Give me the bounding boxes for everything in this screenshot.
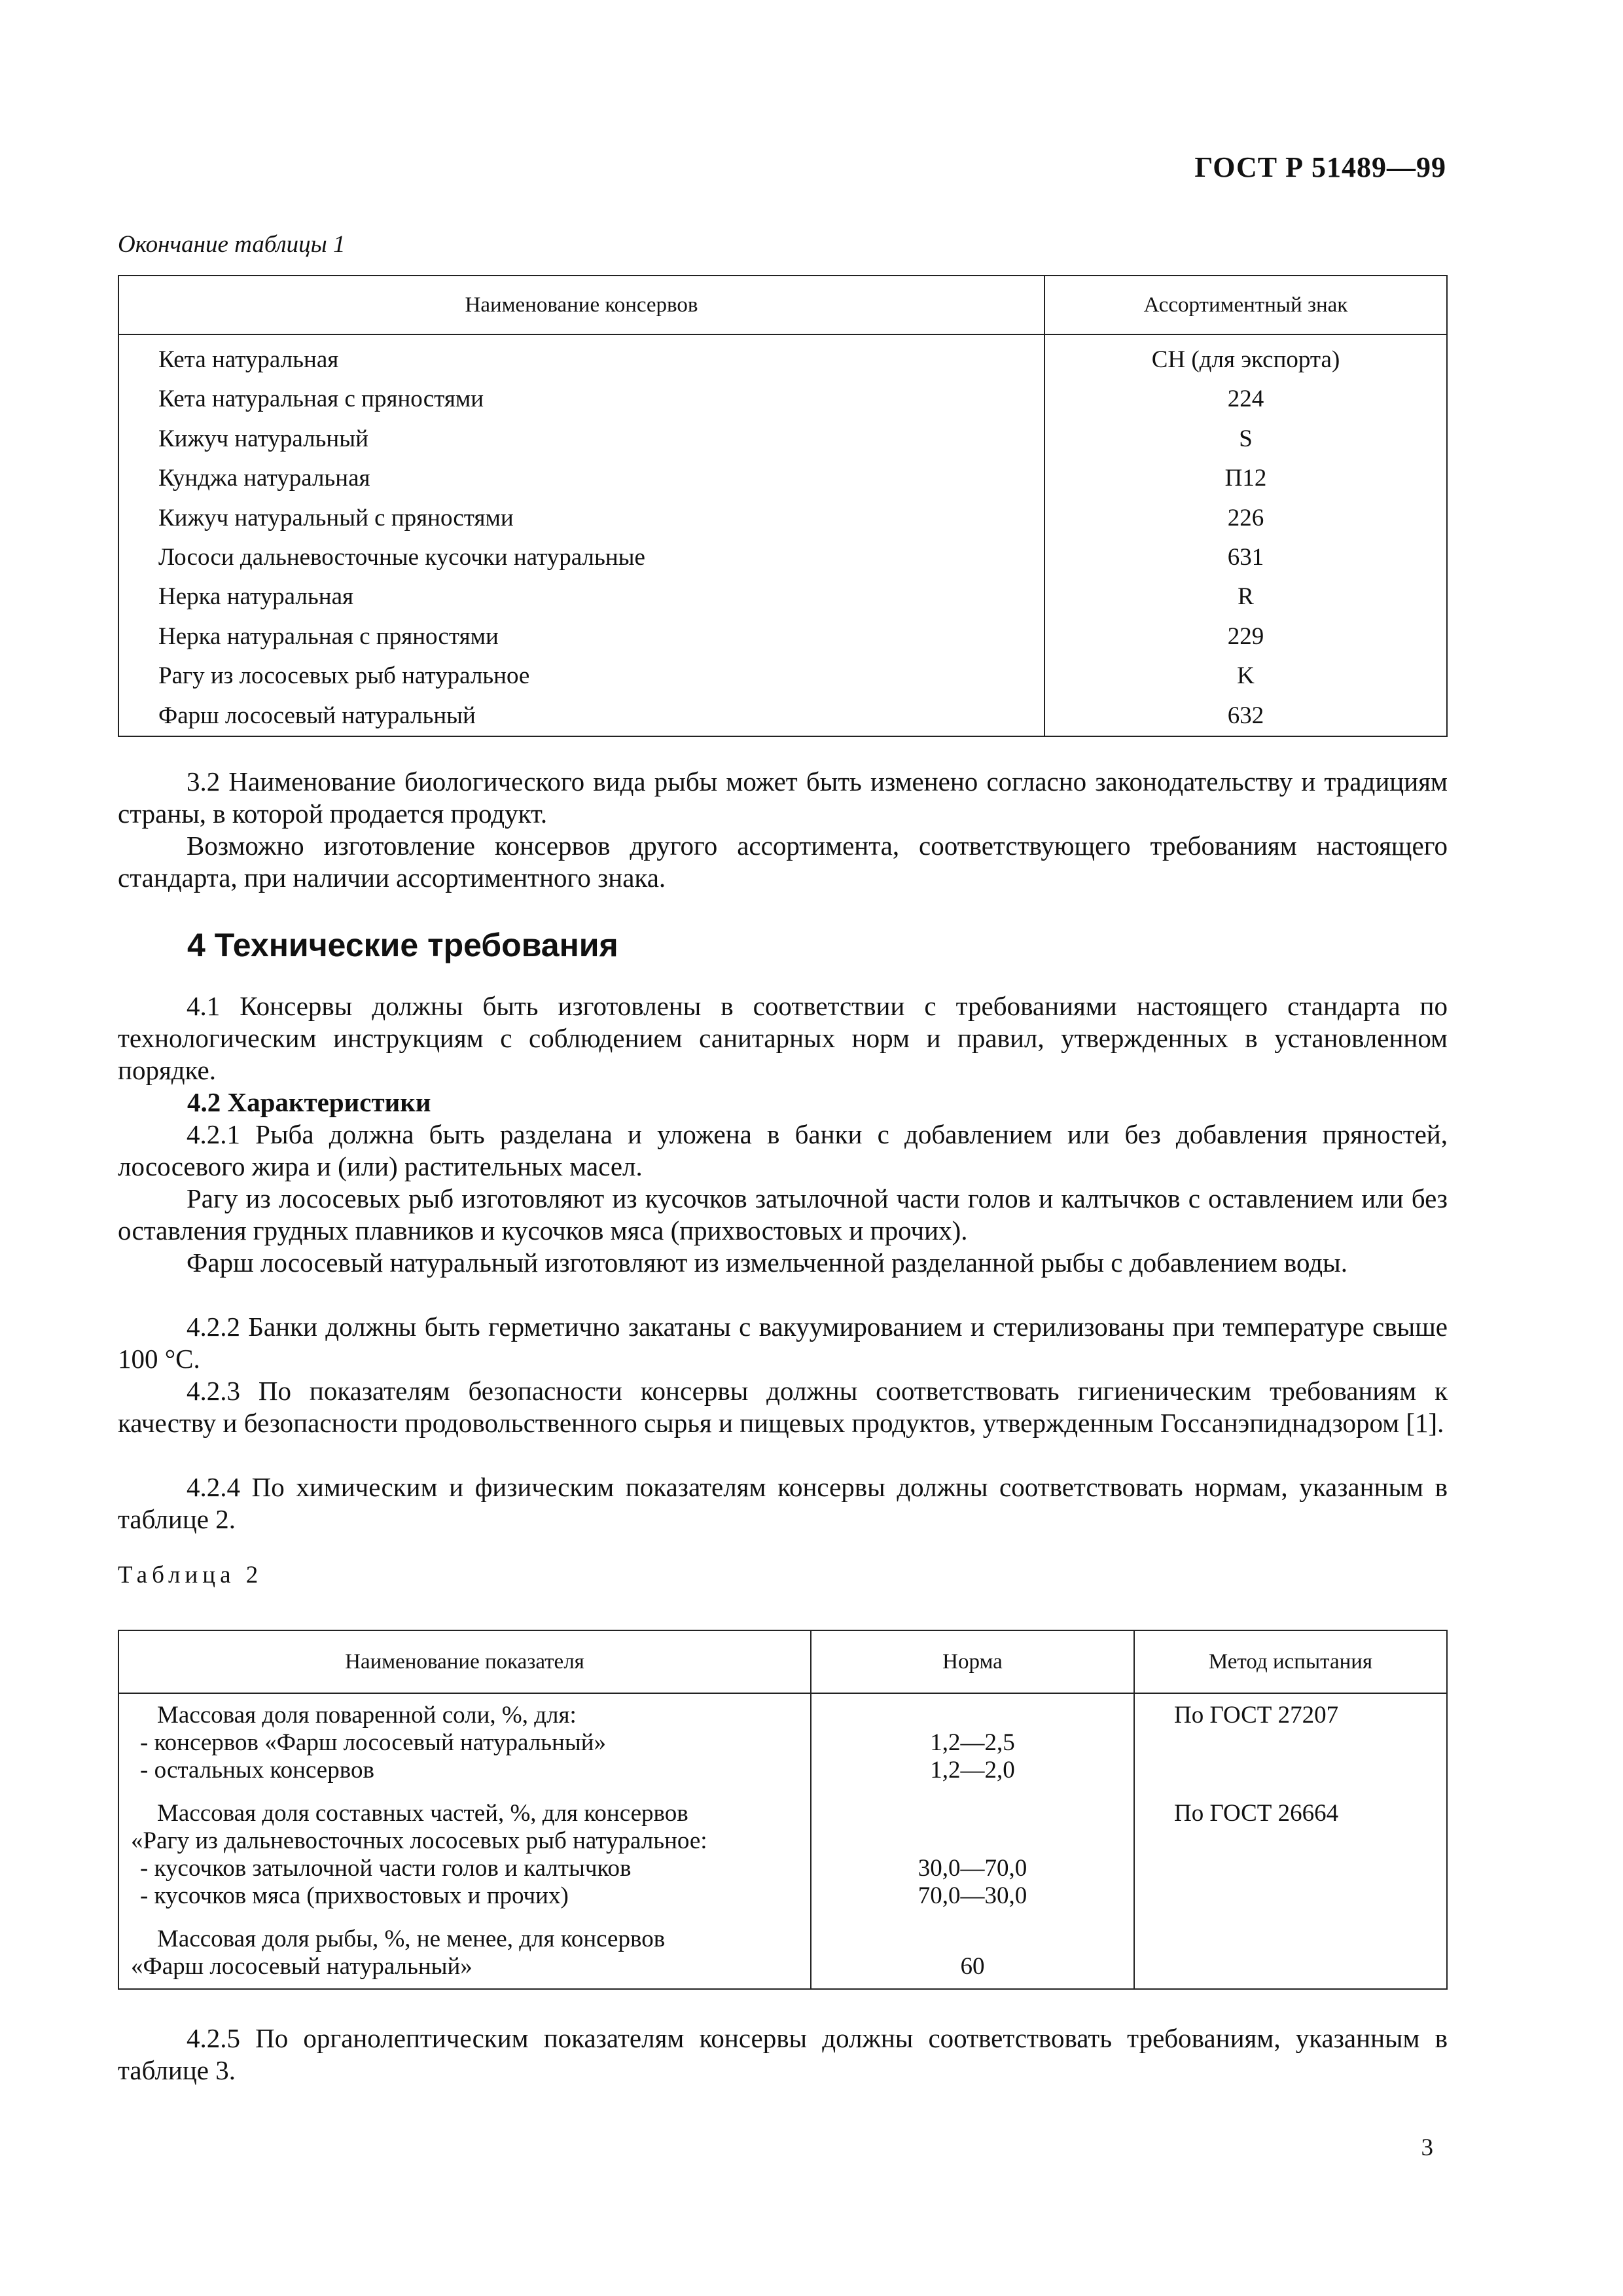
table2-caption: Таблица 2 bbox=[118, 1562, 263, 1588]
assortment-sign: СН (для экспорта) bbox=[1151, 346, 1340, 373]
indicator-cell bbox=[118, 1918, 811, 1989]
paragraph-3-2: 3.2 Наименование биологического вида рыбы может быть изменено согласно законодательству и традициям страны, в которой продается продукт. bbox=[118, 766, 1448, 829]
page-number: 3 bbox=[1421, 2134, 1433, 2161]
paragraph-4-2-5: 4.2.5 По органолептическим показателям консервы должны соответствовать требованиям, указанным в таблице 3. bbox=[118, 2023, 1448, 2085]
norm-cell bbox=[811, 1792, 1134, 1918]
table-row bbox=[118, 420, 1447, 459]
method-cell bbox=[1134, 1792, 1447, 1918]
indicator-name: Массовая доля рыбы, %, не менее, для консервов bbox=[157, 1926, 666, 1952]
paragraph-4-2-2: 4.2.2 Банки должны быть герметично закатаны с вакуумированием и стерилизованы при температуре свыше 100 °С. bbox=[118, 1312, 1448, 1374]
table1-caption: Окончание таблицы 1 bbox=[118, 231, 346, 258]
assortment-sign: П12 bbox=[1224, 465, 1267, 492]
paragraph-3-2-b: Возможно изготовление консервов другого ассортимента, соответствующего требованиям настоящего стандарта, при наличии ассортиментного знака. bbox=[118, 831, 1448, 893]
norm-value: 30,0—70,0 bbox=[918, 1855, 1027, 1882]
product-name: Нерка натуральная bbox=[118, 577, 1044, 617]
table2 bbox=[118, 1630, 1448, 1990]
norm-value: 1,2—2,5 bbox=[930, 1729, 1015, 1756]
assortment-sign: 229 bbox=[1227, 622, 1264, 650]
table1-header-row bbox=[118, 276, 1447, 334]
table1-header-sign: Ассортиментный знак bbox=[1044, 276, 1447, 334]
product-name: Нерка натуральная с пряностями bbox=[118, 617, 1044, 656]
paragraph-4-2-1: 4.2.1 Рыба должна быть разделана и уложена в банки с добавлением или без добавления пряностей, лососевого жира и (или) растительных масел. bbox=[118, 1119, 1448, 1181]
table1-header-name: Наименование консервов bbox=[118, 276, 1044, 334]
indicator-cell bbox=[118, 1792, 811, 1918]
indicator-item: - кусочков затылочной части голов и калтычков bbox=[140, 1855, 632, 1882]
table-row bbox=[118, 538, 1447, 577]
indicator-item: - остальных консервов bbox=[140, 1757, 374, 1784]
table-row bbox=[118, 577, 1447, 617]
product-name: Кета натуральная с пряностями bbox=[118, 380, 1044, 419]
product-name: Кунджа натуральная bbox=[118, 459, 1044, 498]
table-row bbox=[118, 1792, 1447, 1918]
indicator-name-cont: «Фарш лососевый натуральный» bbox=[131, 1953, 473, 1980]
assortment-sign: 631 bbox=[1227, 543, 1264, 571]
table-row bbox=[118, 1693, 1447, 1792]
product-name: Лососи дальневосточные кусочки натуральные bbox=[118, 538, 1044, 577]
norm-value: 60 bbox=[960, 1953, 985, 1980]
table-row bbox=[118, 459, 1447, 498]
subsection-4-2-title: 4.2 Характеристики bbox=[187, 1087, 431, 1117]
table-row bbox=[118, 696, 1447, 736]
assortment-sign: 224 bbox=[1227, 386, 1264, 413]
document-code: ГОСТ Р 51489—99 bbox=[1194, 151, 1446, 183]
table2-header-row bbox=[118, 1630, 1447, 1693]
product-name: Кижуч натуральный bbox=[118, 420, 1044, 459]
method-cell bbox=[1134, 1693, 1447, 1792]
paragraph-4-2-1-c: Фарш лососевый натуральный изготовляют из измельченной разделанной рыбы с добавлением воды. bbox=[187, 1247, 1347, 1278]
assortment-sign: S bbox=[1239, 425, 1253, 452]
product-name: Фарш лососевый натуральный bbox=[118, 696, 1044, 736]
table2-header-indicator: Наименование показателя bbox=[118, 1630, 811, 1693]
indicator-cell bbox=[118, 1693, 811, 1792]
product-name: Рагу из лососевых рыб натуральное bbox=[118, 656, 1044, 696]
norm-value: 1,2—2,0 bbox=[930, 1757, 1015, 1784]
indicator-name: Массовая доля составных частей, %, для консервов bbox=[157, 1800, 688, 1827]
table-row bbox=[118, 1918, 1447, 1989]
table-row bbox=[118, 656, 1447, 696]
paragraph-4-2-3: 4.2.3 По показателям безопасности консервы должны соответствовать гигиеническим требованиям к качеству и безопасности продовольственного сырья и пищевых продуктов, утвержденным Госсанэпиднадзором [1]. bbox=[118, 1376, 1448, 1438]
section-4-title: 4 Технические требования bbox=[187, 927, 618, 963]
table-row bbox=[118, 380, 1447, 419]
indicator-name-cont: «Рагу из дальневосточных лососевых рыб натуральное: bbox=[131, 1827, 707, 1854]
method-cell bbox=[1134, 1918, 1447, 1989]
norm-cell bbox=[811, 1693, 1134, 1792]
indicator-name: Массовая доля поваренной соли, %, для: bbox=[157, 1702, 577, 1729]
table2-header-method: Метод испытания bbox=[1134, 1630, 1447, 1693]
paragraph-4-2-4: 4.2.4 По химическим и физическим показателям консервы должны соответствовать нормам, указанным в таблице 2. bbox=[118, 1472, 1448, 1534]
method-value: По ГОСТ 26664 bbox=[1174, 1800, 1339, 1827]
table-row bbox=[118, 499, 1447, 538]
method-value: По ГОСТ 27207 bbox=[1174, 1702, 1339, 1729]
assortment-sign: K bbox=[1237, 662, 1255, 690]
assortment-sign: 632 bbox=[1227, 702, 1264, 729]
assortment-sign: 226 bbox=[1227, 504, 1264, 531]
table-row bbox=[118, 617, 1447, 656]
paragraph-4-2-1-b: Рагу из лососевых рыб изготовляют из кусочков затылочной части голов и калтычков с оставлением или без оставления грудных плавников и кусочков мяса (прихвостовых и прочих). bbox=[118, 1183, 1448, 1246]
paragraph-4-1: 4.1 Консервы должны быть изготовлены в соответствии с требованиями настоящего стандарта по технологическим инструкциям с соблюдением санитарных норм и правил, утвержденных в установленном порядке. bbox=[118, 991, 1448, 1085]
norm-value: 70,0—30,0 bbox=[918, 1882, 1027, 1909]
product-name: Кета натуральная bbox=[118, 334, 1044, 380]
table2-header-norm: Норма bbox=[811, 1630, 1134, 1693]
indicator-item: - консервов «Фарш лососевый натуральный» bbox=[140, 1729, 606, 1756]
table-row bbox=[118, 334, 1447, 380]
product-name: Кижуч натуральный с пряностями bbox=[118, 499, 1044, 538]
table1 bbox=[118, 275, 1448, 737]
assortment-sign: R bbox=[1238, 583, 1254, 611]
indicator-item: - кусочков мяса (прихвостовых и прочих) bbox=[140, 1882, 569, 1909]
norm-cell bbox=[811, 1918, 1134, 1989]
